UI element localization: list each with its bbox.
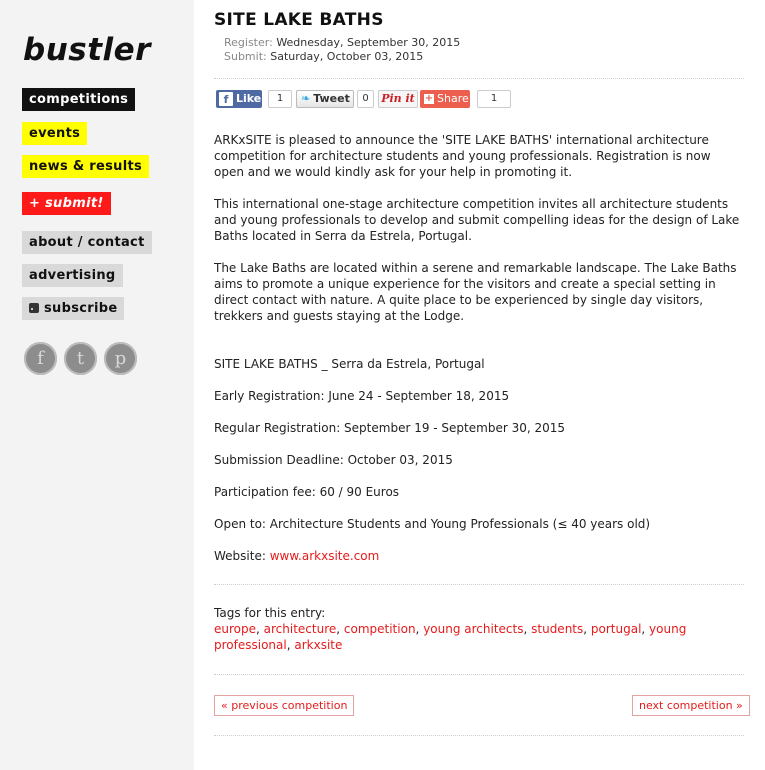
- nav-news-results[interactable]: news & results: [22, 155, 149, 178]
- website-label: Website:: [214, 549, 266, 563]
- submit-button[interactable]: + submit!: [22, 192, 111, 215]
- facebook-like-button[interactable]: [216, 90, 262, 108]
- tag-link[interactable]: young professional: [214, 622, 687, 652]
- next-competition-button[interactable]: next competition »: [632, 695, 750, 716]
- site-logo[interactable]: bustler: [23, 32, 151, 68]
- paragraph: ARKxSITE is pleased to announce the 'SITE LAKE BATHS' international architecture competition for architecture students and young professionals. Registration is now open and we would kindly ask for your help in promoting it.: [214, 133, 711, 179]
- share-count: 1: [477, 90, 511, 108]
- tags-label: Tags for this entry:: [214, 606, 326, 620]
- divider: [214, 735, 744, 736]
- submit-date: [224, 50, 423, 63]
- like-label: Like: [236, 92, 262, 105]
- twitter-icon[interactable]: t: [64, 342, 97, 375]
- plus-icon: +: [424, 93, 434, 104]
- tag-link[interactable]: young architects: [423, 622, 524, 636]
- detail-line: Early Registration: June 24 - September 18, 2015: [214, 389, 510, 403]
- like-count: 1: [268, 90, 292, 108]
- submit-label: Submit:: [224, 50, 267, 63]
- nav-advertising[interactable]: advertising: [22, 264, 123, 287]
- register-label: Register:: [224, 36, 273, 49]
- nav-competitions[interactable]: competitions: [22, 88, 135, 111]
- tweet-button[interactable]: [296, 90, 354, 108]
- previous-competition-button[interactable]: « previous competition: [214, 695, 354, 716]
- divider: [214, 584, 744, 585]
- tweet-label: Tweet: [313, 92, 350, 105]
- nav-subscribe-label: subscribe: [44, 301, 118, 316]
- facebook-icon: f: [219, 92, 233, 106]
- tag-list: europe, architecture, competition, young architects, students, portugal, young professional, arkxsite: [214, 622, 687, 652]
- register-value: Wednesday, September 30, 2015: [276, 36, 461, 49]
- detail-line: Open to: Architecture Students and Young Professionals (≤ 40 years old): [214, 517, 651, 531]
- website-line: [214, 549, 379, 563]
- tag-link[interactable]: arkxsite: [294, 638, 343, 652]
- paragraph: This international one-stage architecture competition invites all architecture students and young professionals to develop and submit compelling ideas for the design of Lake Baths located in Serra da Estrela, Portugal.: [214, 197, 740, 243]
- divider: [214, 674, 744, 675]
- detail-line: Submission Deadline: October 03, 2015: [214, 453, 453, 467]
- register-date: [224, 36, 460, 49]
- tag-link[interactable]: students: [531, 622, 584, 636]
- detail-line: Regular Registration: September 19 - September 30, 2015: [214, 421, 566, 435]
- detail-line: SITE LAKE BATHS _ Serra da Estrela, Portugal: [214, 357, 485, 371]
- sidebar: [0, 0, 194, 770]
- share-label: Share: [437, 92, 469, 105]
- tag-link[interactable]: architecture: [263, 622, 337, 636]
- website-link[interactable]: www.arkxsite.com: [269, 549, 380, 563]
- tag-link[interactable]: portugal: [590, 622, 642, 636]
- rss-icon: [29, 303, 39, 313]
- tags-section: [214, 605, 744, 653]
- nav-events[interactable]: events: [22, 122, 87, 145]
- pin-it-button[interactable]: Pin it: [378, 90, 418, 108]
- submit-value: Saturday, October 03, 2015: [270, 50, 424, 63]
- tweet-count: 0: [357, 90, 374, 108]
- nav-subscribe[interactable]: [22, 297, 124, 320]
- facebook-icon[interactable]: f: [24, 342, 57, 375]
- divider: [214, 78, 744, 79]
- page-title: SITE LAKE BATHS: [214, 10, 384, 30]
- paragraph: The Lake Baths are located within a serene and remarkable landscape. The Lake Baths aims to promote a unique experience for the visitors and create a special setting in direct contact with nature. A quite place to be experienced by single day visitors, trekkers and guests staying at the Lodge.: [214, 261, 737, 323]
- nav-about-contact[interactable]: about / contact: [22, 231, 152, 254]
- pinterest-icon[interactable]: p: [104, 342, 137, 375]
- tag-link[interactable]: competition: [343, 622, 416, 636]
- twitter-bird-icon: ❧: [301, 92, 311, 105]
- share-button[interactable]: [420, 90, 470, 108]
- tag-link[interactable]: europe: [214, 622, 256, 636]
- detail-line: Participation fee: 60 / 90 Euros: [214, 485, 400, 499]
